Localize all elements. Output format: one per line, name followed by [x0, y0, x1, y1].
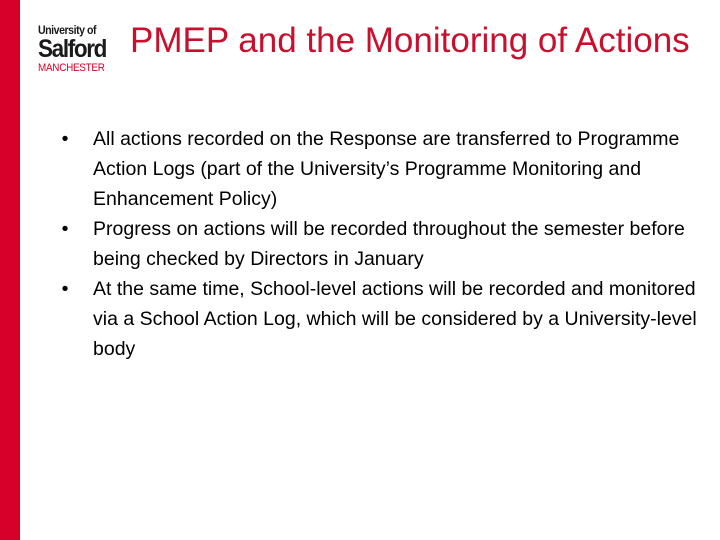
university-logo: [38, 25, 118, 75]
bullet-text: Progress on actions will be recorded throughout the semester before being checked by Directors in January: [93, 218, 685, 270]
accent-bar: [0, 0, 20, 540]
bullet-text: All actions recorded on the Response are transferred to Programme Action Logs (part of the University’s Programme Monitoring and Enhancement Policy): [93, 128, 680, 210]
bullet-item: [61, 274, 710, 364]
bullet-icon: •: [61, 218, 69, 240]
bullet-icon: •: [61, 278, 69, 300]
slide-title: PMEP and the Monitoring of Actions: [130, 21, 690, 60]
bullet-list: [61, 124, 710, 364]
logo-line-manchester: MANCHESTER: [38, 62, 105, 74]
bullet-icon: •: [61, 128, 69, 150]
bullet-item: [61, 124, 710, 214]
bullet-item: [61, 214, 710, 274]
bullet-text: At the same time, School-level actions will be recorded and monitored via a School Action Log, which will be considered by a University-level body: [93, 278, 697, 360]
logo-line-university-of: University of: [38, 25, 97, 37]
logo-line-salford: Salford: [38, 35, 107, 63]
